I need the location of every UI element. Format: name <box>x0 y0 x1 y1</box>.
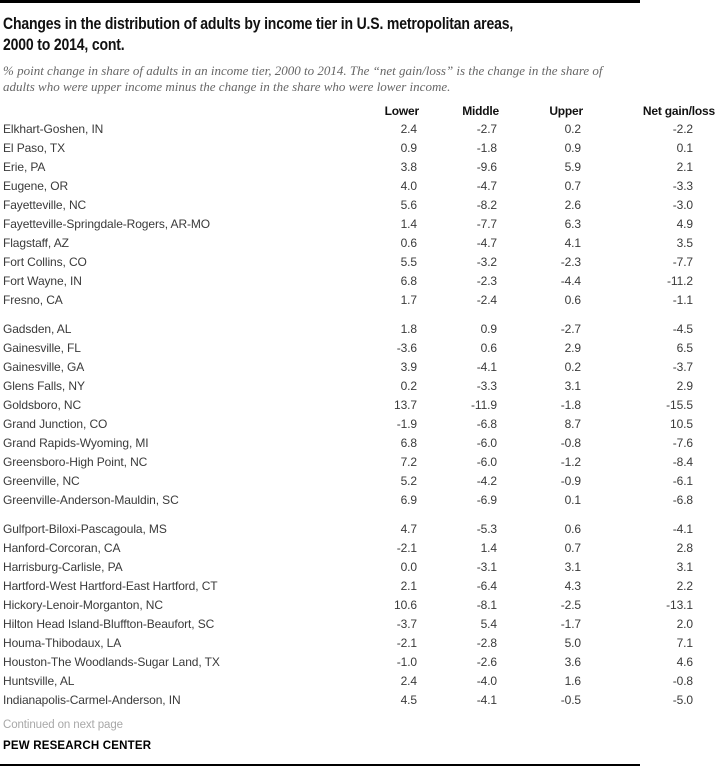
value-middle: 0.6 <box>480 340 497 355</box>
metro-area-name: Harrisburg-Carlisle, PA <box>3 559 123 574</box>
metro-area-name: Fresno, CA <box>3 292 63 307</box>
value-net-gain-loss: 4.9 <box>676 216 693 231</box>
metro-area-name: Hanford-Corcoran, CA <box>3 540 121 555</box>
value-middle: -4.1 <box>476 692 497 707</box>
table-row <box>3 357 715 376</box>
value-lower: 13.7 <box>394 397 417 412</box>
income-tier-table <box>3 103 715 709</box>
value-middle: -8.1 <box>476 597 497 612</box>
table-row <box>3 233 715 252</box>
value-upper: 4.3 <box>564 578 581 593</box>
value-lower: 7.2 <box>400 454 417 469</box>
value-net-gain-loss: -6.8 <box>672 492 693 507</box>
value-lower: 2.4 <box>400 673 417 688</box>
value-upper: -1.2 <box>560 454 581 469</box>
value-middle: -6.0 <box>476 435 497 450</box>
value-middle: 0.9 <box>480 321 497 336</box>
metro-area-name: Greenville, NC <box>3 473 80 488</box>
metro-area-name: Fort Collins, CO <box>3 254 87 269</box>
table-row <box>3 633 715 652</box>
metro-area-name: Eugene, OR <box>3 178 69 193</box>
value-net-gain-loss: -8.4 <box>672 454 693 469</box>
value-upper: 3.1 <box>564 559 581 574</box>
value-net-gain-loss: -2.2 <box>672 121 693 136</box>
value-lower: 1.4 <box>400 216 417 231</box>
value-middle: -2.4 <box>476 292 497 307</box>
value-lower: 1.8 <box>400 321 417 336</box>
value-middle: -3.1 <box>476 559 497 574</box>
value-lower: 4.5 <box>400 692 417 707</box>
value-middle: -9.6 <box>476 159 497 174</box>
table-row <box>3 176 715 195</box>
value-lower: 6.8 <box>400 435 417 450</box>
value-net-gain-loss: -1.1 <box>672 292 693 307</box>
column-header-lower: Lower <box>384 104 419 118</box>
metro-area-name: Gulfport-Biloxi-Pascagoula, MS <box>3 521 167 536</box>
value-upper: -2.3 <box>560 254 581 269</box>
value-upper: 3.1 <box>564 378 581 393</box>
value-lower: 1.7 <box>400 292 417 307</box>
metro-area-name: Hilton Head Island-Bluffton-Beaufort, SC <box>3 616 215 631</box>
value-middle: -6.0 <box>476 454 497 469</box>
metro-area-name: Fort Wayne, IN <box>3 273 82 288</box>
value-middle: -8.2 <box>476 197 497 212</box>
continued-note: Continued on next page <box>3 719 123 731</box>
table-row <box>3 271 715 290</box>
value-lower: -2.1 <box>396 540 417 555</box>
table-row <box>3 319 715 338</box>
value-middle: 1.4 <box>480 540 497 555</box>
metro-area-name: Goldsboro, NC <box>3 397 82 412</box>
metro-area-name: Grand Junction, CO <box>3 416 108 431</box>
value-net-gain-loss: -3.7 <box>672 359 693 374</box>
value-net-gain-loss: -5.0 <box>672 692 693 707</box>
table-row <box>3 414 715 433</box>
value-middle: -2.3 <box>476 273 497 288</box>
value-net-gain-loss: 2.2 <box>676 578 693 593</box>
value-lower: 0.9 <box>400 140 417 155</box>
table-row <box>3 671 715 690</box>
table-row <box>3 690 715 709</box>
metro-area-name: Glens Falls, NY <box>3 378 85 393</box>
table-row <box>3 614 715 633</box>
table-row <box>3 471 715 490</box>
table-row <box>3 576 715 595</box>
value-upper: -2.7 <box>560 321 581 336</box>
table-row <box>3 119 715 138</box>
table-row <box>3 252 715 271</box>
value-lower: -1.9 <box>396 416 417 431</box>
value-net-gain-loss: -15.5 <box>666 397 693 412</box>
value-lower: 6.9 <box>400 492 417 507</box>
metro-area-name: Flagstaff, AZ <box>3 235 69 250</box>
top-accent-bar <box>0 0 640 3</box>
table-group-spacer <box>3 309 715 319</box>
table-row <box>3 214 715 233</box>
value-net-gain-loss: 3.5 <box>676 235 693 250</box>
value-upper: -1.8 <box>560 397 581 412</box>
value-lower: -1.0 <box>396 654 417 669</box>
value-lower: 4.7 <box>400 521 417 536</box>
value-upper: -0.5 <box>560 692 581 707</box>
column-header-net-gain-loss: Net gain/loss <box>642 104 715 118</box>
metro-area-name: Houston-The Woodlands-Sugar Land, TX <box>3 654 220 669</box>
value-lower: 2.1 <box>400 578 417 593</box>
table-row <box>3 433 715 452</box>
value-upper: 0.7 <box>564 178 581 193</box>
table-row <box>3 595 715 614</box>
value-middle: -2.6 <box>476 654 497 669</box>
value-upper: 6.3 <box>564 216 581 231</box>
value-upper: 0.7 <box>564 540 581 555</box>
metro-area-column-header <box>3 103 339 119</box>
value-lower: 0.0 <box>400 559 417 574</box>
value-middle: -6.9 <box>476 492 497 507</box>
bottom-rule <box>0 764 640 766</box>
metro-area-name: Gadsden, AL <box>3 321 72 336</box>
value-net-gain-loss: -11.2 <box>667 273 693 288</box>
value-net-gain-loss: -7.6 <box>672 435 693 450</box>
value-lower: -2.1 <box>396 635 417 650</box>
value-middle: -11.9 <box>471 397 497 412</box>
value-middle: -7.7 <box>476 216 497 231</box>
value-upper: 0.2 <box>564 121 581 136</box>
value-middle: -4.1 <box>476 359 497 374</box>
value-middle: -5.3 <box>476 521 497 536</box>
value-upper: 8.7 <box>564 416 581 431</box>
value-lower: 0.6 <box>400 235 417 250</box>
value-net-gain-loss: 0.1 <box>676 140 693 155</box>
value-lower: -3.6 <box>396 340 417 355</box>
value-middle: -6.8 <box>476 416 497 431</box>
value-upper: 3.6 <box>564 654 581 669</box>
value-upper: -1.7 <box>560 616 581 631</box>
table-row <box>3 138 715 157</box>
value-net-gain-loss: 3.1 <box>676 559 693 574</box>
value-net-gain-loss: -7.7 <box>672 254 693 269</box>
value-lower: 3.8 <box>400 159 417 174</box>
table-row <box>3 395 715 414</box>
value-middle: -2.8 <box>476 635 497 650</box>
value-net-gain-loss: 7.1 <box>676 635 693 650</box>
metro-area-name: Greensboro-High Point, NC <box>3 454 148 469</box>
metro-area-name: Fayetteville, NC <box>3 197 87 212</box>
value-upper: 0.2 <box>564 359 581 374</box>
value-upper: 0.6 <box>564 292 581 307</box>
metro-area-name: El Paso, TX <box>3 140 66 155</box>
value-net-gain-loss: 2.9 <box>676 378 693 393</box>
table-row <box>3 157 715 176</box>
table-header-row <box>3 103 715 119</box>
metro-area-name: Grand Rapids-Wyoming, MI <box>3 435 149 450</box>
value-middle: -2.7 <box>476 121 497 136</box>
source-label: PEW RESEARCH CENTER <box>3 740 152 752</box>
value-net-gain-loss: -3.0 <box>672 197 693 212</box>
value-middle: -3.2 <box>476 254 497 269</box>
table-row <box>3 652 715 671</box>
value-upper: -4.4 <box>560 273 581 288</box>
value-upper: -0.8 <box>560 435 581 450</box>
value-lower: 2.4 <box>400 121 417 136</box>
column-header-middle: Middle <box>462 104 499 118</box>
value-middle: -4.7 <box>476 178 497 193</box>
report-page <box>0 14 715 766</box>
value-upper: 4.1 <box>564 235 581 250</box>
value-net-gain-loss: -4.5 <box>672 321 693 336</box>
metro-area-name: Houma-Thibodaux, LA <box>3 635 122 650</box>
metro-area-name: Gainesville, GA <box>3 359 85 374</box>
value-middle: -3.3 <box>476 378 497 393</box>
metro-area-name: Gainesville, FL <box>3 340 81 355</box>
value-middle: -4.0 <box>476 673 497 688</box>
table-row <box>3 452 715 471</box>
value-middle: 5.4 <box>480 616 497 631</box>
metro-area-name: Hickory-Lenoir-Morganton, NC <box>3 597 163 612</box>
value-upper: 2.9 <box>564 340 581 355</box>
value-lower: 5.5 <box>400 254 417 269</box>
table-row <box>3 519 715 538</box>
value-lower: 6.8 <box>400 273 417 288</box>
table-row <box>3 195 715 214</box>
table-row <box>3 490 715 509</box>
table-body <box>3 119 715 709</box>
value-middle: -4.2 <box>476 473 497 488</box>
metro-area-name: Elkhart-Goshen, IN <box>3 121 104 136</box>
value-lower: 10.6 <box>394 597 417 612</box>
value-net-gain-loss: -4.1 <box>672 521 693 536</box>
value-net-gain-loss: 2.1 <box>676 159 693 174</box>
metro-area-name: Fayetteville-Springdale-Rogers, AR-MO <box>3 216 211 231</box>
value-middle: -6.4 <box>476 578 497 593</box>
value-lower: 3.9 <box>400 359 417 374</box>
value-upper: 0.9 <box>564 140 581 155</box>
value-net-gain-loss: 10.5 <box>670 416 693 431</box>
page-subtitle: % point change in share of adults in an income tier, 2000 to 2014. The “net gain/loss” is the change in the share of adults who were upper income minus the change in the share who were lower income. <box>3 63 603 94</box>
value-upper: -0.9 <box>560 473 581 488</box>
table-group-spacer <box>3 509 715 519</box>
value-lower: 0.2 <box>400 378 417 393</box>
value-net-gain-loss: 6.5 <box>676 340 693 355</box>
column-header-upper: Upper <box>549 104 583 118</box>
metro-area-name: Indianapolis-Carmel-Anderson, IN <box>3 692 181 707</box>
page-title <box>3 14 635 56</box>
table-row <box>3 338 715 357</box>
value-net-gain-loss: 2.8 <box>676 540 693 555</box>
title-line-1: Changes in the distribution of adults by income tier in U.S. metropolitan areas, <box>3 15 514 33</box>
value-upper: 0.1 <box>564 492 581 507</box>
value-net-gain-loss: 4.6 <box>676 654 693 669</box>
value-upper: 2.6 <box>564 197 581 212</box>
value-lower: -3.7 <box>396 616 417 631</box>
value-upper: 5.9 <box>564 159 581 174</box>
metro-area-name: Erie, PA <box>3 159 46 174</box>
value-middle: -4.7 <box>476 235 497 250</box>
table-row <box>3 557 715 576</box>
title-line-2: 2000 to 2014, cont. <box>3 36 125 54</box>
value-lower: 5.6 <box>400 197 417 212</box>
metro-area-name: Huntsville, AL <box>3 673 75 688</box>
metro-area-name: Greenville-Anderson-Mauldin, SC <box>3 492 179 507</box>
value-middle: -1.8 <box>476 140 497 155</box>
value-lower: 5.2 <box>400 473 417 488</box>
metro-area-name: Hartford-West Hartford-East Hartford, CT <box>3 578 218 593</box>
table-row <box>3 376 715 395</box>
value-net-gain-loss: -13.1 <box>666 597 693 612</box>
value-upper: 0.6 <box>564 521 581 536</box>
value-upper: -2.5 <box>560 597 581 612</box>
table-row <box>3 538 715 557</box>
table-row <box>3 290 715 309</box>
value-lower: 4.0 <box>400 178 417 193</box>
value-net-gain-loss: -0.8 <box>672 673 693 688</box>
value-net-gain-loss: 2.0 <box>676 616 693 631</box>
value-net-gain-loss: -3.3 <box>672 178 693 193</box>
value-net-gain-loss: -6.1 <box>672 473 693 488</box>
value-upper: 1.6 <box>564 673 581 688</box>
value-upper: 5.0 <box>564 635 581 650</box>
